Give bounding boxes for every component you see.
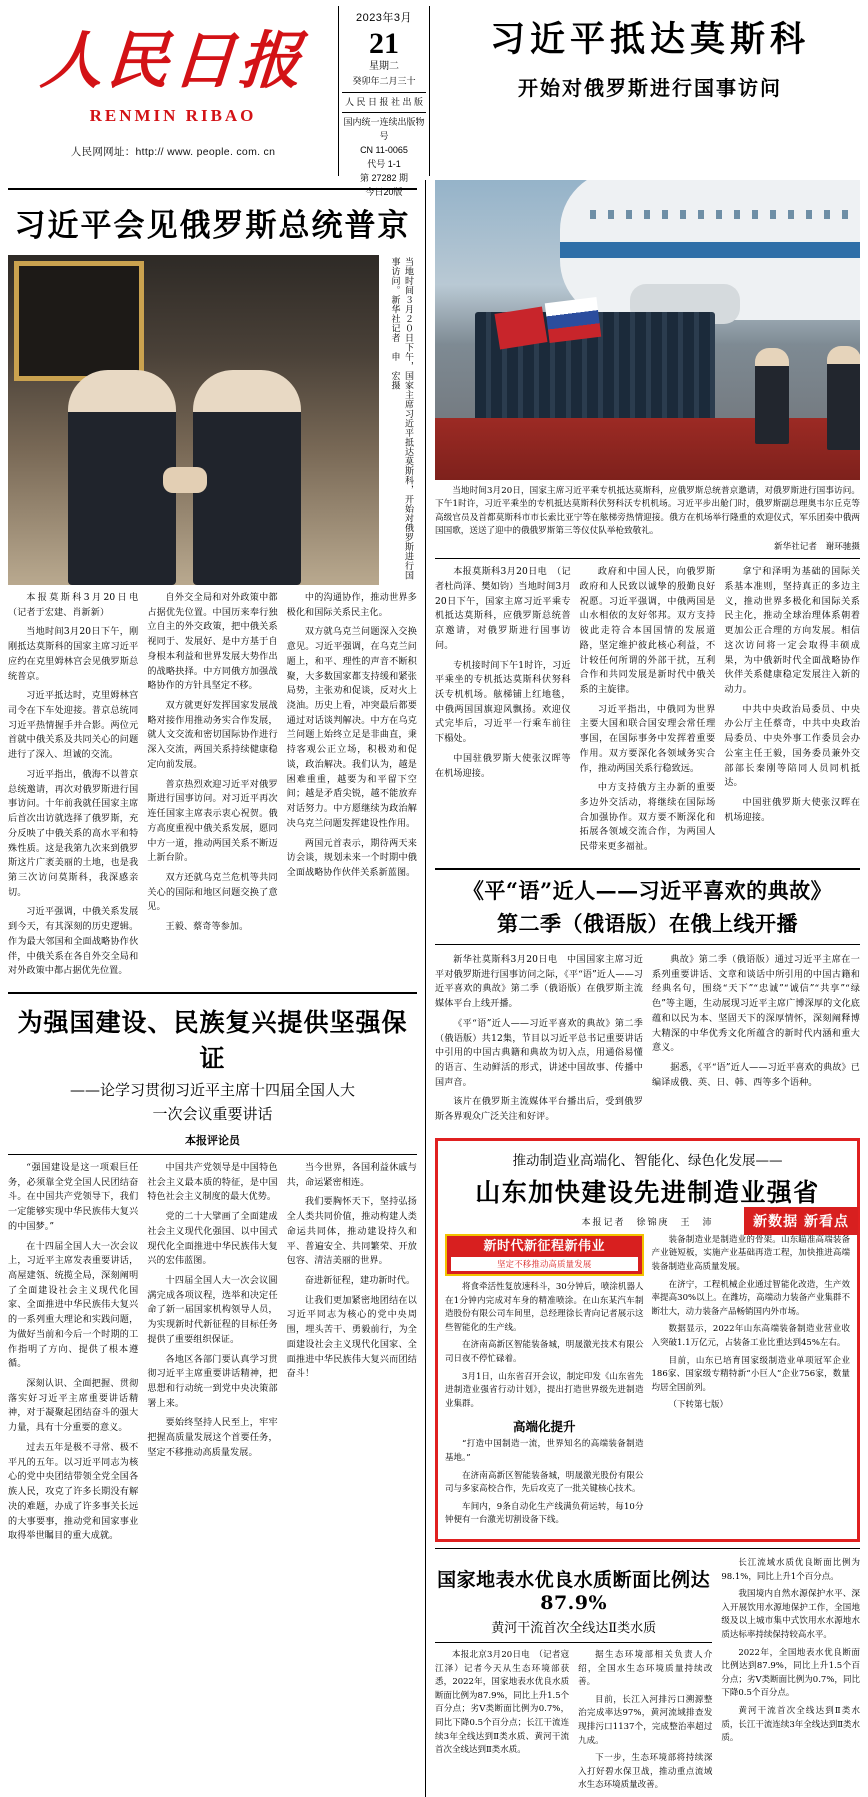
paragraph: 中国驻俄罗斯大使张汉晖在机场迎接。 (724, 798, 861, 823)
newspaper-logo-pinyin: RENMIN RIBAO (89, 105, 257, 125)
newspaper-logo-chinese: 人民日报 (38, 24, 308, 97)
water-col-1 (435, 1649, 569, 1797)
moscow-col-3 (724, 565, 860, 860)
publisher-name: 人 民 日 报 社 出 版 (344, 96, 423, 107)
photo-figure-xi (68, 370, 176, 585)
postal-code: 代号 1-1 (367, 159, 401, 170)
paragraph: 中的沟通协作，推动世界多极化和国际关系民主化。 (286, 593, 417, 618)
top-headline: 习近平抵达莫斯科 (489, 19, 810, 60)
lead-headline: 习近平会见俄罗斯总统普京 (14, 208, 411, 244)
divider (435, 1642, 712, 1643)
moscow-photo-credit: 新华社记者 谢环驰摄 (774, 542, 860, 553)
main-content (8, 180, 860, 1797)
photo-aircraft-stripe (560, 242, 860, 258)
lead-photo-block (8, 255, 417, 585)
water-left (435, 1557, 712, 1797)
photo-china-flag (494, 306, 547, 349)
newspaper-website-url: 人民网网址：http:// www. people. com. cn (70, 145, 276, 158)
commentary-subhead-2: 一次会议重要讲话 (152, 1105, 273, 1124)
paragraph: “强国建设是这一项艰巨任务，必须靠全党全国人民团结奋斗。在中国共产党领导下，我们一定能够实现中华民族伟大复兴的中国梦。” (8, 1162, 139, 1232)
moscow-photo-caption-block (435, 485, 860, 538)
paragraph: 中国共产党领导是中国特色社会主义最本质的特征，是中国特色社会主义制度的最大优势。 (147, 1162, 278, 1203)
commentary-headline: 为强国建设、民族复兴提供坚强保证 (17, 1007, 408, 1073)
paragraph: 本报莫斯科3月20日电 （记者杜尚泽、樊如钧）当地时间3月20日下午，国家主席习近平乘专机抵达莫斯科，应俄罗斯总统普京邀请，对俄罗斯进行国事访问。 (435, 567, 571, 651)
divider (8, 992, 417, 994)
lead-body-col-1 (8, 591, 148, 984)
shandong-col-3 (721, 1557, 860, 1797)
paragraph: 将食牵活性复放速科斗，30分钟后，喷涂机器人在1分钟内完成对车身的精准喷涂。在山东某汽车制造股份有限公司车间里，总经理徐长青向记者展示这些智能化的生产线。 (445, 1282, 644, 1333)
paragraph: 习近平指出，中俄同为世界主要大国和联合国安理会常任理事国，在国际事务中发挥着重要作用。双方要深化各领域务实合作，推动两国关系行稳致远。 (579, 704, 716, 774)
issue-day: 21 (369, 26, 399, 60)
water-col-2 (578, 1649, 712, 1797)
paragraph: 新华社莫斯科3月20日电 中国国家主席习近平对俄罗斯进行国事访问之际，《平“语”近人——习近平喜欢的典故》第二季（俄语版）在俄罗斯主流媒体平台上线开播。 (435, 954, 643, 1010)
water-headline: 国家地表水优良水质断面比例达87.9% (437, 1568, 711, 1614)
paragraph: 要始终坚持人民至上，牢牢把握高质量发展这个首要任务，坚定不移推动高质量发展。 (147, 1418, 278, 1458)
divider (8, 188, 417, 190)
divider (342, 112, 426, 113)
continued-note: （下转第七版） (668, 1400, 729, 1411)
photo-handshake (163, 467, 207, 493)
paragraph: 车间内，9条自动化生产线满负荷运转，每10分钟便有一台激光切割设备下线。 (445, 1501, 644, 1526)
masthead (8, 6, 860, 198)
paragraph: 中方支持俄方主办新的重要多边外交活动，将继续在国际场合加强协作。双方要不断深化和拓展各领域交流合作，为两国人民带来更多福祉。 (579, 783, 716, 853)
pingyu-col-2 (652, 953, 860, 1130)
masthead-issue-info (338, 6, 430, 198)
divider (435, 1548, 860, 1549)
shandong-subhead: 高端化提升 (512, 1419, 576, 1435)
paragraph: 中共中央政治局委员、中央办公厅主任蔡奇，中共中央政治局委员、中央外事工作委员会办公室主任王毅，国务委员兼外交部部长秦刚等陪同人员同机抵达。 (724, 704, 861, 789)
pingyu-columns (435, 953, 860, 1130)
photo-figure-putin (193, 370, 301, 585)
lead-photo-caption: 当地时间３月２０日下午，国家主席习近平抵达莫斯科，开始对俄罗斯进行国事访问。新华社记者 申 宏摄 (379, 255, 417, 585)
issue-lunar-date: 癸卯年二月三十 (342, 75, 426, 93)
right-column (426, 180, 860, 1797)
paragraph: 两国元首表示，期待两天来访会谈，规划未来一个时期中俄全面战略协作伙伴关系新蓝图。 (286, 838, 417, 878)
issn-number: CN 11-0065 (360, 145, 408, 156)
paragraph: 在十四届全国人大一次会议上，习近平主席发表重要讲话，高屋建瓴、统揽全局，深刻阐明了全面建设社会主义现代化国家、全面推进中华民族伟大复兴的一系列重大理论和实践问题，为做好当前和今后一个时期的工作指明了方向、提供了根本遵循。 (8, 1241, 139, 1370)
commentary-col-1 (8, 1161, 138, 1549)
top-right-story (430, 6, 860, 176)
paragraph: 装备制造业是制造业的骨架。山东瞄准高端装备产业链短板，实施产业基础再造工程，加快推进高端装备制造业高质量发展。 (651, 1234, 850, 1272)
issn-label: 国内统一连续出版物号 (343, 117, 425, 142)
paragraph: 过去五年是极不寻常、极不平凡的五年。以习近平同志为核心的党中央团结带领全党全国各族人民，攻克了许多长期没有解决的难题，办成了许多事关长远的大事要事，推动党和国家事业取得举世瞩目的重大成就。 (8, 1442, 139, 1542)
moscow-col-1 (435, 565, 571, 860)
shandong-col-2 (652, 1234, 851, 1532)
photo-aircraft-windows (590, 210, 860, 219)
lead-body-col-2 (147, 591, 277, 984)
paragraph: 政府和中国人民，向俄罗斯政府和人民致以诚挚的殷勤良好祝愿。习近平强调，中俄两国是山水相依的友好邻邦。双方支持彼此走符合本国国情的发展道路，坚定维护彼此核心利益，不计较任何所谓的外部干扰，互利合作和共同发展是新时代中俄关系的主旋律。 (579, 567, 716, 695)
paragraph: 目前，长江入河排污口溯源整治完成率达97%，黄河流域排查发现排污口1137个，完成整治率超过九成。 (578, 1694, 713, 1746)
lead-body-col-3 (287, 591, 417, 984)
paragraph: 双方还就乌克兰危机等共同关心的国际和地区问题交换了意见。 (147, 872, 278, 913)
divider (435, 868, 860, 870)
paragraph: 十四届全国人大一次会议圆满完成各项议程，选举和决定任命了新一届国家机构领导人员，为实现新时代新征程的目标任务提供了重要组织保证。 (147, 1276, 278, 1345)
page-count: 今日20版 (365, 187, 403, 198)
photo-red-carpet (435, 418, 860, 480)
shandong-columns (445, 1234, 850, 1532)
paragraph: 《平“语”近人——习近平喜欢的典故》第二季（俄语版）共12集，节目以习近平总书记重要讲话中引用的中国古典籍和典故为切入点，用通俗易懂的语言、生动鲜活的形式，讲述中国故事、传播中国声音。 (435, 1018, 643, 1088)
commentary-columns (8, 1161, 417, 1549)
water-subhead: 黄河干流首次全线达Ⅱ类水质 (491, 1620, 657, 1636)
paragraph: 奋进新征程，建功新时代。 (304, 1276, 416, 1286)
paragraph: 王毅、蔡奇等参加。 (165, 922, 249, 933)
campaign-badge-title: 新时代新征程新伟业 (483, 1238, 605, 1254)
pingyu-headline-line2: 第二季（俄语版）在俄上线开播 (497, 910, 798, 936)
paragraph: 在济宁，工程机械企业通过智能化改造，生产效率提高30%以上。在潍坊，高端动力装备产业集群不断壮大，动力装备产品畅销国内外市场。 (651, 1279, 850, 1317)
water-quality-block (435, 1557, 860, 1797)
photo-figure-xi (827, 346, 860, 450)
pingyu-col-1 (435, 953, 643, 1130)
paragraph: 习近平抵达时，克里姆林宫司令在下车处迎接。普京总统同习近平热情握手并合影。两位元首就中俄关系及共同关心的问题进行了深入、坦诚的交流。 (8, 691, 139, 761)
lead-body-columns (8, 591, 417, 984)
shandong-kicker: 推动制造业高端化、智能化、绿色化发展—— (512, 1152, 783, 1169)
issue-year-month: 2023年3月 (355, 12, 413, 24)
commentary-col-3 (287, 1161, 417, 1549)
moscow-photo-caption: 当地时间3月20日，国家主席习近平乘专机抵达莫斯科，应俄罗斯总统普京邀请，对俄罗斯进行国事访问。下午1时许，习近平乘坐的专机抵达莫斯科伏努科沃专机机场。习近平步出舱门时，俄罗斯副总理奥韦尔丘克等高级官员及首都莫斯科市市长索比亚宁等在舷梯旁热情迎接。俄方在机场举行隆重的欢迎仪式，军乐团奏中俄两国国歌，送送了迎中的俄俄罗斯第三等仪仗队举枪致敬礼。 (435, 486, 860, 536)
commentary-col-2 (147, 1161, 277, 1549)
paragraph: 当今世界，各国利益休戚与共，命运紧密相连。 (286, 1162, 417, 1188)
shandong-headline: 山东加快建设先进制造业强省 (475, 1177, 820, 1207)
paragraph: 中国驻俄罗斯大使张汉晖等在机场迎接。 (435, 753, 571, 779)
commentary-subhead-1: ——论学习贯彻习近平主席十四届全国人大 (69, 1080, 355, 1099)
paragraph: 长江流域水质优良断面比例为98.1%，同比上升1个百分点。 (721, 1557, 860, 1582)
paragraph: 本报北京3月20日电 （记者寇江泽）记者今天从生态环境部获悉，2022年，国家地表水优良水质断面比例为87.9%，同比上升1.5个百分点；劣Ⅴ类断面比例为0.7%，同比下降0.5个百分点；长江干流连续3年全线达到Ⅱ类水质、黄河干流首次全线达到Ⅱ类水质。 (435, 1649, 570, 1756)
paragraph: 典故》第二季（俄语版）通过习近平主席在一系列重要讲话、文章和谈话中所引用的中国古籍和经典名句，围绕“天下”“忠诚”“诚信”“共享”“绿色”等主题，生动展现习近平主席广博深厚的文化底蕴和以民为本、坚固天下的深厚情怀，深刻阐释博大精深的中华优秀文化所蕴含的新时代内涵和重大意义。 (652, 954, 860, 1054)
paragraph: 2022年，全国地表水优良断面比例达到87.9%，同比上升1.5个百分点；劣Ⅴ类断面比例为0.7%，同比下降0.5个百分点。 (721, 1647, 860, 1699)
moscow-report-columns (435, 565, 860, 860)
paragraph: 双方就乌克兰问题深入交换意见。习近平强调，在乌克兰问题上，和平、理性的声音不断积聚，大多数国家都支持缓和紧张局势，主张劝和促谈，反对火上浇油。历史上看，冲突最后都要通过对话谈判解决。中方在乌克兰问题上始终立足是非曲直，秉持客观公正立场，积极劝和促谈，政治解决。我们认为，越是困难重重，越要为和平留下空间；越是矛盾尖锐，越不能放弃对话努力。中方愿继续为政治解决乌克兰问题发挥建设性作用。 (286, 627, 417, 829)
pingyu-headline-line1: 《平“语”近人——习近平喜欢的典故》 (462, 877, 833, 903)
paragraph: 拿宁和泽明为基础的国际关系基本准则，坚持真正的多边主义，推动世界多极化和国际关系民主化，推动全球治理体系朝着更加公正合理的方向发展。相信这次访问将一定会取得丰硕成果，为中俄新时代全面战略协作伙伴关系健康稳定发展注入新的动力。 (724, 567, 861, 695)
divider (8, 1154, 417, 1155)
moscow-col-2 (580, 565, 716, 860)
paragraph: 习近平指出，俄海不以普京总统邀请，再次对俄罗斯进行国事访问。十年前我就任国家主席后首次出访就选择了俄罗斯，充分反映了中俄关系的高水平和特殊性质。这是我第九次来到俄罗斯这片广袤美丽的土地，也是我第三次访问莫斯科，我深感亲切。 (8, 769, 139, 898)
paragraph: 3月1日，山东省召开会议，制定印发《山东省先进制造业强省行动计划》，提出打造世界级先进制造业集群。 (445, 1371, 644, 1409)
issue-number: 第 27282 期 (359, 173, 409, 184)
top-subheadline: 开始对俄罗斯进行国事访问 (518, 76, 782, 100)
photo-mirror-decor (14, 261, 144, 381)
paragraph: 在济南高新区智能装备城，明晟激光股份有限公司与多家高校合作，先后攻克了一批关键核心技术。 (445, 1470, 644, 1495)
paragraph: 双方就更好发挥国家发展战略对接作用推动务实合作发展，就人文交流和密切国际协作进行深入交流，两国关系持续健康稳定向前发展。 (147, 701, 278, 770)
left-column (8, 180, 426, 1797)
divider (435, 944, 860, 945)
campaign-badge-subtitle: 坚定不移推动高质量发展 (451, 1257, 638, 1271)
paragraph: “打造中国制造一流，世界知名的高端装备制造基地。” (445, 1439, 644, 1463)
photo-russia-flag (545, 297, 601, 343)
shandong-feature-box (435, 1138, 860, 1542)
paragraph: 各地区各部门要认真学习贯彻习近平主席重要讲话精神，把思想和行动统一到党中央决策部署上来。 (147, 1354, 278, 1409)
paragraph: 我们要胸怀天下，坚持弘扬全人类共同价值，推动构建人类命运共同体，推动建设持久和平、普遍安全、共同繁荣、开放包容、清洁美丽的世界。 (286, 1197, 417, 1267)
paragraph: 专机接时间下午1时许，习近平乘坐的专机抵达莫斯科伏努科沃专机机场。舷梯铺上红地毯，中俄两国国旗迎风飘扬。欢迎仪式完毕后，习近平一行乘车前往下榻处。 (435, 660, 571, 745)
divider (435, 558, 860, 559)
moscow-arrival-photo (435, 180, 860, 480)
shandong-col-1 (445, 1234, 644, 1532)
paragraph: 本报莫斯科3月20日电 （记者于宏建、肖新新） (8, 593, 148, 618)
paragraph: 据悉，《平“语”近人——习近平喜欢的典故》已编译成俄、英、日、韩、西等多个语种。 (652, 1062, 860, 1088)
paragraph: 在济南高新区智能装备城，明晟激光技术有限公司日夜不停忙碌着。 (445, 1340, 644, 1365)
paragraph: 普京热烈欢迎习近平对俄罗斯进行国事访问。对习近平再次连任国家主席表示衷心祝贺。俄方高度重视中俄关系发展，愿同中方一道，推动两国关系不断迈上新台阶。 (147, 779, 278, 864)
paragraph: 黄河干流首次全线达到Ⅱ类水质，长江干流连续3年全线达到Ⅱ类水质。 (721, 1705, 861, 1744)
campaign-badge (445, 1234, 644, 1276)
paragraph: 目前，山东已培育国家级制造业单项冠军企业186家、国家级专精特新“小巨人”企业756家，数量均居全国前列。 (651, 1355, 850, 1393)
paragraph: 习近平强调，中俄关系发展到今天，有其深刻的历史逻辑。作为最大邻国和全面战略协作伙伴，中俄关系在各自外交全局和对外政策中都占据优先位置。 (8, 907, 139, 977)
lead-photo (8, 255, 379, 585)
new-data-badge: 新数据 新看点 (744, 1207, 858, 1235)
water-columns (435, 1649, 712, 1797)
paragraph: 深刻认识、全面把握、贯彻落实好习近平主席重要讲话精神，对于凝聚起团结奋斗的强大力量，具有十分重要的意义。 (8, 1379, 139, 1434)
paragraph: 党的二十大擘画了全面建成社会主义现代化强国、以中国式现代化全面推进中华民族伟大复兴的宏伟蓝图。 (147, 1212, 278, 1267)
paragraph: 当地时间3月20日下午，刚刚抵达莫斯科的国家主席习近平应约在克里姆林宫会见俄罗斯总统普京。 (8, 627, 139, 682)
issue-weekday: 星期二 (369, 61, 399, 72)
paragraph: 数据显示，2022年山东高端装备制造业营业收入突破1.1万亿元，占装备工业比重达到45%左右。 (651, 1324, 850, 1348)
paragraph: 我国境内自然水源保护水平、深入开展饮用水源地保护工作，全国地级及以上城市集中式饮用水水源地水质达标率持续保持较高水平。 (721, 1589, 860, 1640)
paragraph: 据生态环境部相关负责人介绍，全国水生态环境质量持续改善。 (578, 1649, 713, 1688)
commentary-byline: 本报评论员 (185, 1133, 240, 1147)
shandong-byline: 本报记者 徐锦庚 王 沛 (581, 1217, 714, 1228)
paragraph: 让我们更加紧密地团结在以习近平同志为核心的党中央周围，埋头苦干、勇毅前行，为全面建设社会主义现代化国家、全面推进中华民族伟大复兴而团结奋斗！ (286, 1295, 417, 1380)
paragraph: 自外交全局和对外政策中都占据优先位置。中国历来奉行独立自主的外交政策，把中俄关系视同于、发展好、是中方基于自身根本利益和世界发展大势作出的战略抉择。中方同俄方加强战略协作的方针具坚定不移。 (147, 593, 278, 692)
paragraph: 该片在俄罗斯主流媒体平台播出后，受到俄罗斯各界观众广泛关注和好评。 (435, 1097, 643, 1123)
masthead-logo-block (8, 6, 338, 176)
photo-figure (755, 348, 789, 444)
paragraph: 下一步，生态环境部将持续深入打好碧水保卫战，推动重点流域水生态环境质量改善。 (578, 1753, 713, 1791)
